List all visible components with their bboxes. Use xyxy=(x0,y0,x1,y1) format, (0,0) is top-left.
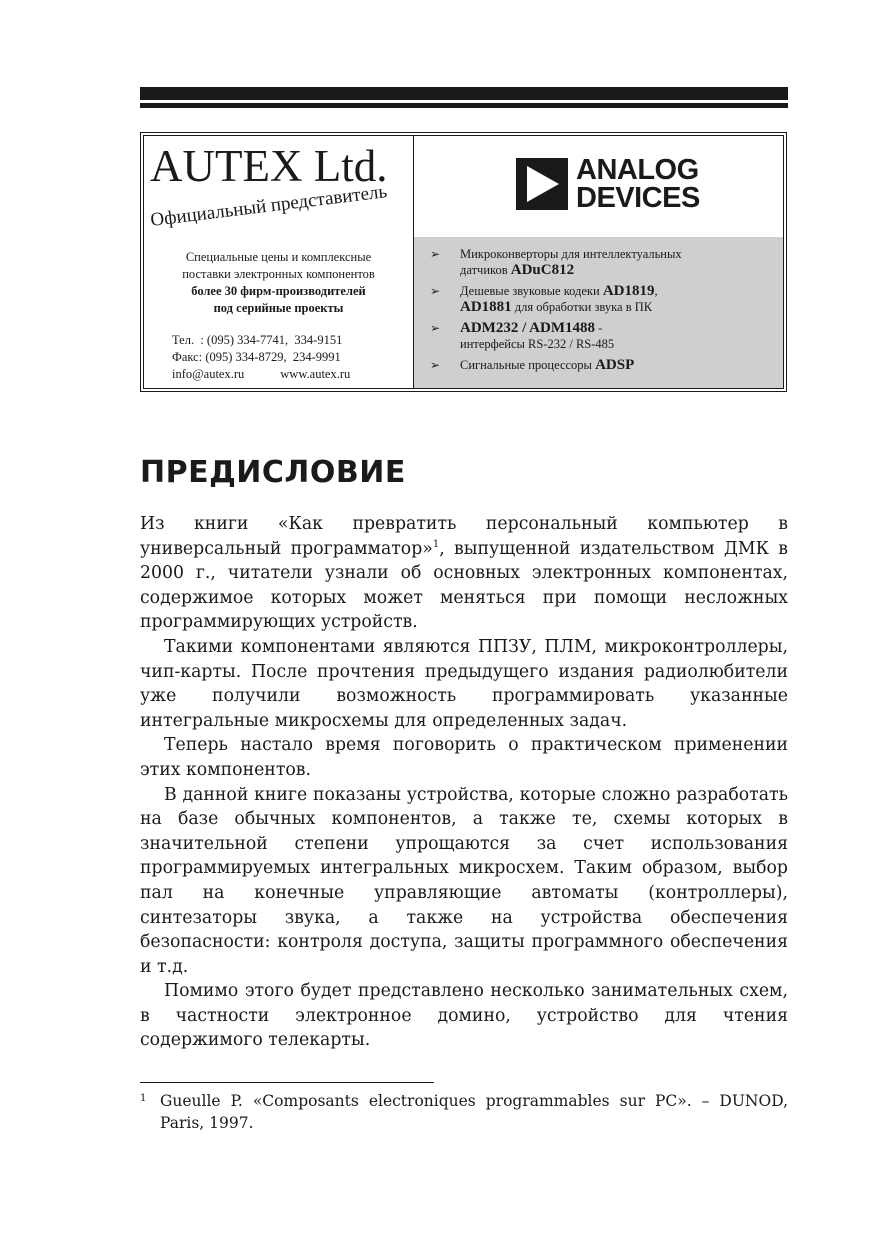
advertisement-box xyxy=(140,132,787,392)
product-item-adsp xyxy=(430,357,780,373)
paragraph-1 xyxy=(140,512,788,635)
logo-line-1: ANALOG xyxy=(576,154,699,186)
arrow-bullet-icon: ➢ xyxy=(430,321,441,335)
top-rule-thick xyxy=(140,87,788,100)
product-code: ADuC812 xyxy=(510,262,575,278)
footnote-text: Gueulle P. «Composants electroniques programmables sur PC». – DUNOD, Paris, 1997. xyxy=(160,1092,788,1132)
product-text: Микроконверторы для интеллектуальных xyxy=(460,247,682,261)
web-line xyxy=(172,366,350,383)
product-text: Дешевые звуковые кодеки xyxy=(460,284,600,298)
arrow-bullet-icon: ➢ xyxy=(430,284,441,298)
product-text: интерфейсы RS-232 / RS-485 xyxy=(460,337,615,351)
advertisement-inner-frame xyxy=(143,135,784,389)
paragraph-5: Помимо этого будет представлено несколько занимательных схем, в частности электронное домино, устройство для чтения содержимого телекарты. xyxy=(140,981,788,1051)
product-code: AD1881 xyxy=(460,299,512,315)
arrow-bullet-icon: ➢ xyxy=(430,358,441,372)
product-item-ad1819: ➢ Дешевые звуковые кодеки AD1819, AD1881 для обработки звука в ПК xyxy=(430,283,658,315)
arrow-bullet-icon: ➢ xyxy=(430,247,441,261)
footnote xyxy=(140,1090,788,1134)
product-text: для обработки звука в ПК xyxy=(514,300,653,314)
footnote-divider xyxy=(140,1082,434,1083)
product-text: датчиков xyxy=(460,263,508,277)
preface-body xyxy=(140,512,788,1053)
paragraph-text: , выпущенной издательством ДМК в 2000 г., читатели узнали об основных электронных компонентах, содержимое которых может меняться при помощи несложных программирующих устройств. xyxy=(140,538,788,633)
autex-offer xyxy=(144,249,413,317)
page-title: ПРЕДИСЛОВИЕ xyxy=(140,455,406,490)
paragraph-text: Из книги «Как превратить персональный компьютер в универсальный программатор» xyxy=(140,514,788,559)
autex-contacts xyxy=(172,332,350,383)
product-code: ADSP xyxy=(595,357,635,373)
footnote-ref[interactable]: 1 xyxy=(432,538,440,550)
analog-devices-wordmark xyxy=(576,156,700,212)
product-list xyxy=(430,246,780,378)
fax-line: Факс: (095) 334-8729, 234-9991 xyxy=(172,350,341,364)
autex-title: AUTEX Ltd. xyxy=(150,141,388,191)
product-code: AD1819 xyxy=(602,283,655,299)
product-text: Сигнальные процессоры xyxy=(460,358,592,372)
website-link[interactable]: www.autex.ru xyxy=(280,367,351,381)
paragraph-3: Теперь настало время поговорить о практическом применении этих компонентов. xyxy=(140,735,788,780)
footnote-mark: 1 xyxy=(140,1093,147,1104)
top-rule-thin xyxy=(140,103,788,108)
phone-line: Тел. : (095) 334-7741, 334-9151 xyxy=(172,333,343,347)
offer-line-3: более 30 фирм-производителей xyxy=(191,284,366,298)
paragraph-4: В данной книге показаны устройства, которые сложно разработать на базе обычных компонентов, а также те, схемы которых в значительной степени упрощаются за счет использования программируемых интегральных микросхем. Таким образом, выбор пал на конечные управляющие автоматы (контроллеры), синтезаторы звука, а также на устройства обеспечения безопасности: контроля доступа, защиты программного обеспечения и т.д. xyxy=(140,784,788,977)
product-code: ADM232 / ADM1488 xyxy=(460,320,595,336)
offer-line-4: под серийные проекты xyxy=(213,301,344,315)
product-item-aduc812 xyxy=(430,246,780,278)
analog-devices-triangle-icon xyxy=(516,158,568,210)
email-link[interactable]: info@autex.ru xyxy=(172,367,245,381)
offer-line-2: поставки электронных компонентов xyxy=(182,267,375,281)
paragraph-2: Такими компонентами являются ППЗУ, ПЛМ, микроконтроллеры, чип-карты. После прочтения предыдущего издания радиолюбители уже получили возможность программировать указанные интегральные микросхемы для определенных задач. xyxy=(140,636,788,731)
product-item-adm232: ➢ ADM232 / ADM1488 - интерфейсы RS-232 / RS-485 xyxy=(430,320,780,352)
offer-line-1: Специальные цены и комплексные xyxy=(185,250,372,264)
logo-line-2: DEVICES xyxy=(576,182,700,214)
ad-divider xyxy=(413,136,414,388)
autex-subtitle: Официальный представитель xyxy=(149,181,389,232)
